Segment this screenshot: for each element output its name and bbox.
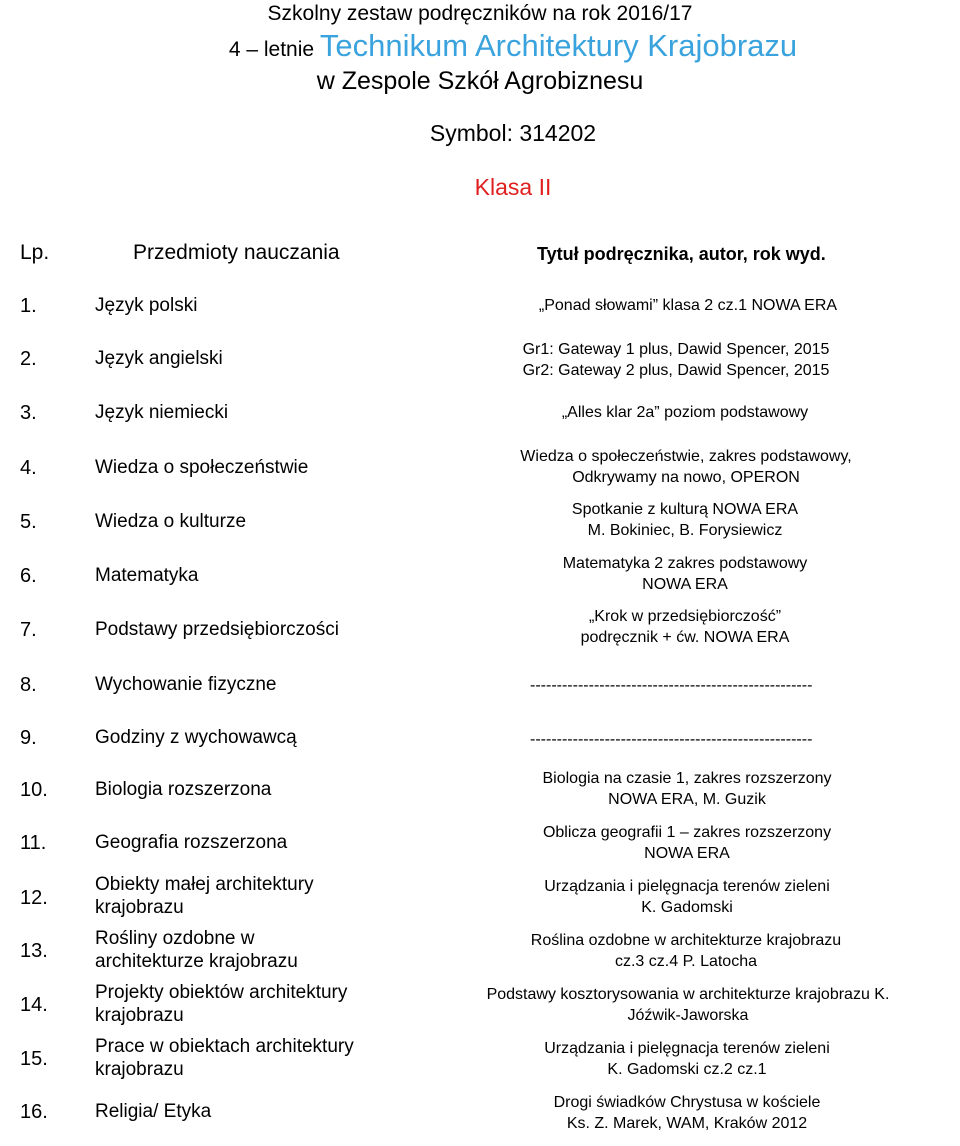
- subject-name: Podstawy przedsiębiorczości: [95, 619, 339, 640]
- subject-name: Wiedza o kulturze: [95, 511, 247, 532]
- column-header-book: Tytuł podręcznika, autor, rok wyd.: [537, 244, 826, 264]
- book-line: Matematyka 2 zakres podstawowy: [562, 555, 808, 572]
- subject-name: [95, 927, 298, 973]
- row-number: 1.: [20, 295, 37, 317]
- document-title: Szkolny zestaw podręczników na rok 2016/17: [267, 2, 693, 25]
- book-title: [487, 1092, 887, 1134]
- book-line: Roślina ozdobne w architekturze krajobrazu: [530, 932, 842, 949]
- row-number: 4.: [20, 457, 37, 479]
- book-line: NOWA ERA: [642, 576, 728, 593]
- row-number: 6.: [20, 565, 37, 587]
- school-name: Technikum Architektury Krajobrazu: [319, 28, 798, 63]
- book-line: Odkrywamy na nowo, OPERON: [572, 469, 800, 486]
- subject-name: [95, 981, 347, 1027]
- subject-name: Matematyka: [95, 565, 199, 586]
- row-number: 13.: [20, 940, 48, 962]
- subject-name: Wiedza o społeczeństwie: [95, 457, 309, 478]
- subject-line: krajobrazu: [95, 1005, 184, 1026]
- school-duration: 4 – letnie: [228, 38, 315, 61]
- book-line: Podstawy kosztorysowania w architekturze krajobrazu K.: [486, 986, 890, 1003]
- subject-line: Obiekty małej architektury: [95, 874, 314, 895]
- row-number: 11.: [20, 832, 47, 854]
- book-line: cz.3 cz.4 P. Latocha: [614, 953, 757, 970]
- subject-name: Język angielski: [95, 348, 223, 369]
- subject-name: Religia/ Etyka: [95, 1101, 212, 1122]
- subject-name: Język polski: [95, 295, 198, 316]
- book-title: „Ponad słowami” klasa 2 cz.1 NOWA ERA: [538, 297, 838, 314]
- book-line: Drogi świadków Chrystusa w kościele: [553, 1094, 821, 1111]
- column-header-subject: Przedmioty nauczania: [133, 241, 340, 264]
- book-title: [487, 1038, 887, 1080]
- book-title: -----------------------------------------------------: [530, 731, 813, 748]
- book-line: NOWA ERA, M. Guzik: [608, 791, 766, 808]
- book-title: [510, 499, 860, 541]
- class-label: Klasa II: [474, 174, 552, 200]
- subject-name: Biologia rozszerzona: [95, 779, 272, 800]
- row-number: 15.: [20, 1048, 48, 1070]
- book-line: K. Gadomski: [641, 899, 733, 916]
- subject-line: Prace w obiektach architektury: [95, 1036, 354, 1057]
- row-number: 14.: [20, 994, 48, 1016]
- row-number: 5.: [20, 511, 37, 533]
- subject-line: architekturze krajobrazu: [95, 951, 298, 972]
- book-line: Oblicza geografii 1 – zakres rozszerzony: [542, 824, 832, 841]
- subject-name: Godziny z wychowawcą: [95, 727, 297, 748]
- book-line: NOWA ERA: [644, 845, 730, 862]
- subject-line: krajobrazu: [95, 897, 184, 918]
- column-header-lp: Lp.: [20, 241, 50, 264]
- row-number: 7.: [20, 619, 37, 641]
- row-number: 16.: [20, 1101, 48, 1123]
- school-line: [0, 28, 960, 68]
- book-line: Urządzania i pielęgnacja terenów zieleni: [544, 878, 830, 895]
- book-title: „Alles klar 2a” poziom podstawowy: [561, 404, 809, 421]
- book-title: [487, 822, 887, 864]
- book-line: M. Bokiniec, B. Forysiewicz: [587, 522, 783, 539]
- subject-line: Rośliny ozdobne w: [95, 928, 255, 949]
- book-line: Wiedza o społeczeństwie, zakres podstawowy,: [520, 448, 852, 465]
- subject-name: [95, 873, 314, 919]
- row-number: 12.: [20, 887, 48, 909]
- book-line: Gr2: Gateway 2 plus, Dawid Spencer, 2015: [522, 362, 830, 379]
- book-title: [476, 930, 896, 972]
- book-line: podręcznik + ćw. NOWA ERA: [580, 629, 790, 646]
- row-number: 9.: [20, 727, 37, 749]
- book-line: Biologia na czasie 1, zakres rozszerzony: [542, 770, 832, 787]
- subject-name: Geografia rozszerzona: [95, 832, 288, 853]
- book-title: [510, 606, 860, 648]
- row-number: 3.: [20, 402, 37, 424]
- book-line: Ks. Z. Marek, WAM, Kraków 2012: [566, 1115, 808, 1132]
- book-title: [487, 876, 887, 918]
- book-line: Spotkanie z kulturą NOWA ERA: [571, 501, 799, 518]
- book-title: [487, 768, 887, 810]
- row-number: 2.: [20, 348, 37, 370]
- book-title: [476, 446, 896, 488]
- school-complex: w Zespole Szkół Agrobiznesu: [316, 67, 644, 95]
- subject-name: [95, 1035, 354, 1081]
- subject-name: Język niemiecki: [95, 402, 229, 423]
- row-number: 10.: [20, 779, 48, 801]
- book-title: [476, 339, 876, 381]
- book-line: „Krok w przedsiębiorczość”: [588, 608, 782, 625]
- subject-name: Wychowanie fizyczne: [95, 674, 277, 695]
- book-line: Jóźwik-Jaworska: [627, 1007, 749, 1024]
- book-line: Gr1: Gateway 1 plus, Dawid Spencer, 2015: [522, 341, 830, 358]
- symbol-code: Symbol: 314202: [429, 120, 597, 146]
- book-line: K. Gadomski cz.2 cz.1: [607, 1061, 767, 1078]
- book-title: -----------------------------------------------------: [530, 677, 813, 694]
- subject-line: krajobrazu: [95, 1059, 184, 1080]
- row-number: 8.: [20, 674, 37, 696]
- book-title: [510, 553, 860, 595]
- book-line: Urządzania i pielęgnacja terenów zieleni: [544, 1040, 830, 1057]
- book-title: [440, 984, 936, 1026]
- subject-line: Projekty obiektów architektury: [95, 982, 348, 1003]
